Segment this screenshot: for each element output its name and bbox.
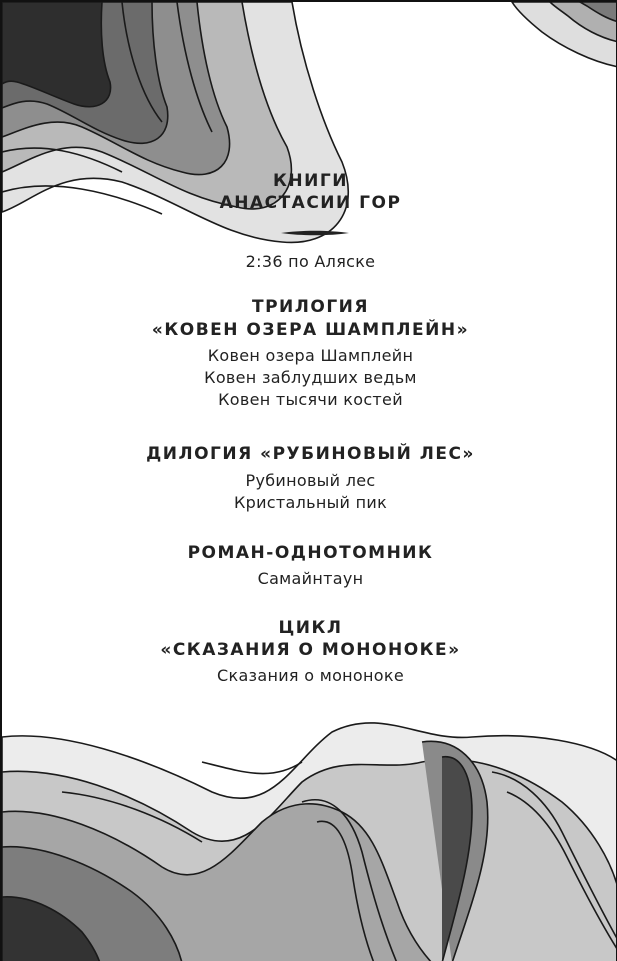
- series-title: РОМАН-ОДНОТОМНИК: [187, 543, 434, 563]
- header-line1: КНИГИ: [273, 171, 348, 191]
- bottom-wave: [2, 723, 617, 961]
- top-right-wave: [512, 2, 617, 67]
- book-title: Ковен озера Шамплейн: [207, 346, 414, 365]
- book-title: Рубиновый лес: [245, 471, 376, 490]
- series-title: «КОВЕН ОЗЕРА ШАМПЛЕЙН»: [151, 320, 470, 340]
- book-title: Самайнтаун: [257, 569, 364, 588]
- series-title: ЦИКЛ: [278, 618, 343, 638]
- series-title: ТРИЛОГИЯ: [251, 297, 369, 317]
- book-title: Сказания о мононоке: [217, 666, 404, 685]
- series-title: «СКАЗАНИЯ О МОНОНОКЕ»: [160, 640, 461, 660]
- book-title: 2:36 по Аляске: [245, 252, 376, 271]
- ornament-divider: [281, 230, 349, 236]
- header-line2: АНАСТАСИИ ГОР: [219, 193, 402, 213]
- book-title: Ковен заблудших ведьм: [204, 368, 417, 387]
- book-title: Кристальный пик: [233, 493, 388, 512]
- book-title: Ковен тысячи костей: [218, 390, 403, 409]
- series-title: ДИЛОГИЯ «РУБИНОВЫЙ ЛЕС»: [146, 444, 475, 464]
